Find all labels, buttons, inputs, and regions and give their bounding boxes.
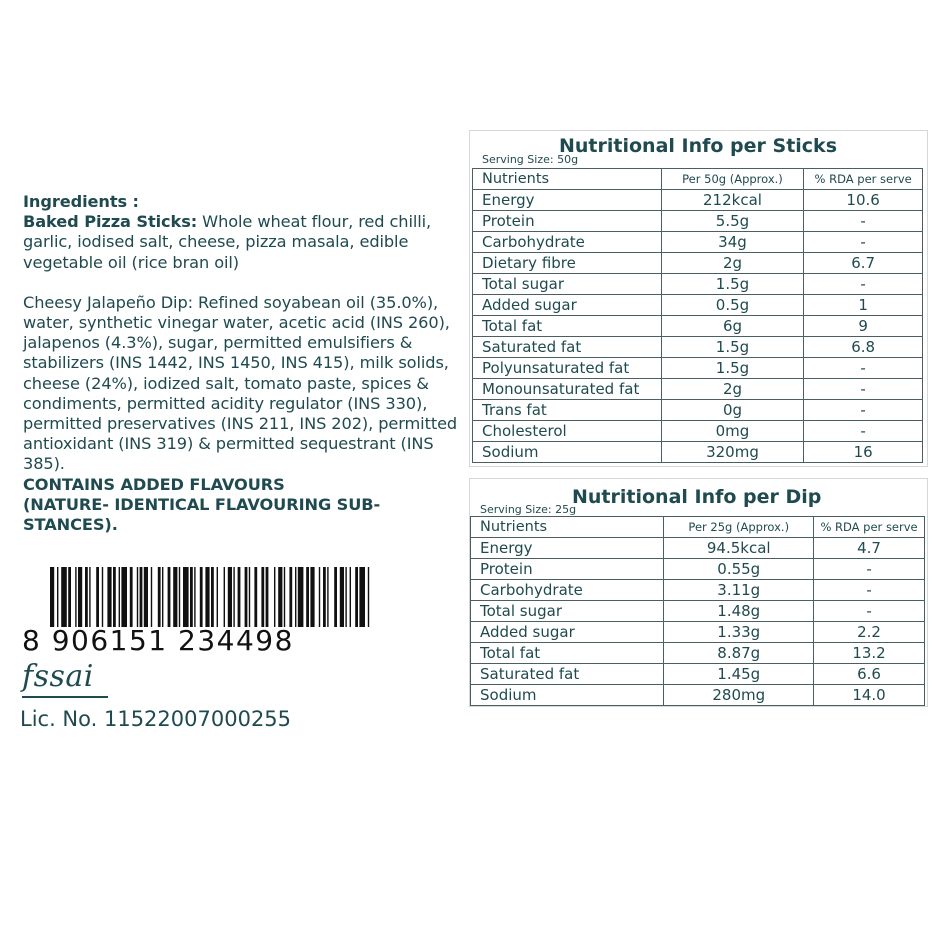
sticks-table-cell: - [804, 211, 923, 232]
sticks-table-cell: 10.6 [804, 190, 923, 211]
sticks-table-cell: 1 [804, 295, 923, 316]
dip-table-cell: - [814, 601, 925, 622]
sticks-table-row [473, 232, 923, 253]
license-number: Lic. No. 11522007000255 [20, 707, 292, 731]
sticks-table-cell: 6.7 [804, 253, 923, 274]
sticks-table-cell: Energy [473, 190, 662, 211]
dip-table-cell: 280mg [664, 685, 814, 706]
dip-table-row [471, 580, 925, 601]
dip-table-cell: 8.87g [664, 643, 814, 664]
sticks-table-cell: 320mg [661, 442, 804, 463]
sticks-table-cell: 2g [661, 253, 804, 274]
sticks-table-cell: Sodium [473, 442, 662, 463]
dip-table-cell: Added sugar [471, 622, 664, 643]
sticks-table-cell: Polyunsaturated fat [473, 358, 662, 379]
sticks-table-cell: 0mg [661, 421, 804, 442]
sticks-label: Baked Pizza Sticks: [23, 212, 198, 232]
sticks-table-cell: 6g [661, 316, 804, 337]
sticks-table-cell: Saturated fat [473, 337, 662, 358]
sticks-table-cell: Dietary fibre [473, 253, 662, 274]
dip-table-cell: Total sugar [471, 601, 664, 622]
dip-table-cell: Protein [471, 559, 664, 580]
sticks-table-row [473, 421, 923, 442]
dip-table-cell: Carbohydrate [471, 580, 664, 601]
barcode-digits: 8 906151 234498 [22, 624, 294, 657]
dip-table-cell: 1.33g [664, 622, 814, 643]
dip-table-cell: 94.5kcal [664, 538, 814, 559]
dip-table-row [471, 559, 925, 580]
dip-serving-size: Serving Size: 25g [480, 503, 577, 516]
dip-table-cell: Total fat [471, 643, 664, 664]
sticks-table-cell: 5.5g [661, 211, 804, 232]
sticks-table-row [473, 379, 923, 400]
sticks-table-row [473, 253, 923, 274]
dip-text: Refined soyabean oil (35.0%), water, synthetic vinegar water, acetic acid (INS 260), jalapenos (4.3%), sugar, permitted emulsifiers & stabilizers (INS 1442, INS 1450, INS 415), milk solids, cheese (24%), iodized salt, tomato paste, spices & condiments, permitted acidity regulator (INS 330), permitted preservatives (INS 211, INS 202), permitted antioxidant (INS 319) & permitted sequestrant (INS 385). [23, 292, 458, 474]
dip-ingredients [23, 293, 463, 475]
sticks-table-row [473, 274, 923, 295]
sticks-table-cell: 0.5g [661, 295, 804, 316]
fssai-underline [22, 696, 108, 698]
dip-table-row [471, 601, 925, 622]
sticks-table-cell: - [804, 274, 923, 295]
sticks-table-title: Nutritional Info per Sticks [559, 135, 838, 157]
dip-table-row [471, 538, 925, 559]
dip-table-cell: Sodium [471, 685, 664, 706]
sticks-table-cell: 212kcal [661, 190, 804, 211]
dip-table-cell: 2.2 [814, 622, 925, 643]
sticks-header-cell: Per 50g (Approx.) [661, 169, 804, 190]
dip-header-cell: % RDA per serve [814, 517, 925, 538]
dip-table-row [471, 685, 925, 706]
sticks-table-row [473, 211, 923, 232]
dip-table-cell: - [814, 559, 925, 580]
ingredients-block [23, 192, 463, 535]
sticks-table-cell: - [804, 358, 923, 379]
ingredients-heading: Ingredients : [23, 192, 139, 211]
dip-table-row [471, 622, 925, 643]
sticks-ingredients [23, 212, 463, 273]
sticks-table-cell: Cholesterol [473, 421, 662, 442]
dip-label: Cheesy Jalapeño Dip: [23, 292, 193, 312]
flavours-line-2: (NATURE- IDENTICAL FLAVOURING SUB- [23, 494, 381, 514]
dip-table-cell: 0.55g [664, 559, 814, 580]
sticks-nutrition-panel [469, 130, 928, 467]
sticks-table-cell: Total fat [473, 316, 662, 337]
sticks-table-cell: - [804, 379, 923, 400]
sticks-table-row [473, 295, 923, 316]
dip-table-cell: 13.2 [814, 643, 925, 664]
sticks-header-row [473, 169, 923, 190]
sticks-serving-size: Serving Size: 50g [482, 153, 579, 166]
dip-table-title: Nutritional Info per Dip [572, 486, 822, 508]
dip-table-row [471, 664, 925, 685]
sticks-table-row [473, 316, 923, 337]
dip-table-cell: Saturated fat [471, 664, 664, 685]
sticks-table-row [473, 337, 923, 358]
dip-table-cell: 1.45g [664, 664, 814, 685]
sticks-table-cell: Monounsaturated fat [473, 379, 662, 400]
sticks-table-cell: 0g [661, 400, 804, 421]
barcode [20, 567, 370, 657]
sticks-table-row [473, 358, 923, 379]
sticks-table-cell: 1.5g [661, 358, 804, 379]
dip-table-cell: 1.48g [664, 601, 814, 622]
sticks-table-cell: - [804, 400, 923, 421]
sticks-table-cell: Carbohydrate [473, 232, 662, 253]
sticks-table-cell: 1.5g [661, 274, 804, 295]
dip-header-cell: Nutrients [471, 517, 664, 538]
flavours-line-1: CONTAINS ADDED FLAVOURS [23, 474, 285, 494]
sticks-table-row [473, 190, 923, 211]
sticks-table-cell: 9 [804, 316, 923, 337]
dip-table-row [471, 643, 925, 664]
dip-table-cell: 4.7 [814, 538, 925, 559]
dip-header-row [471, 517, 925, 538]
sticks-table-cell: 1.5g [661, 337, 804, 358]
sticks-table-cell: Total sugar [473, 274, 662, 295]
dip-table-cell: 3.11g [664, 580, 814, 601]
sticks-table-cell: Protein [473, 211, 662, 232]
dip-table-cell: 6.6 [814, 664, 925, 685]
fssai-logo: fssai [22, 659, 94, 694]
sticks-nutrition-table [472, 168, 923, 463]
dip-table-cell: Energy [471, 538, 664, 559]
sticks-table-row [473, 442, 923, 463]
dip-nutrition-panel [469, 478, 928, 707]
sticks-table-cell: 16 [804, 442, 923, 463]
sticks-table-cell: 2g [661, 379, 804, 400]
sticks-table-cell: Added sugar [473, 295, 662, 316]
sticks-header-cell: % RDA per serve [804, 169, 923, 190]
flavours-line-3: STANCES). [23, 515, 118, 535]
sticks-table-cell: Trans fat [473, 400, 662, 421]
dip-nutrition-table [470, 516, 925, 706]
dip-table-cell: - [814, 580, 925, 601]
dip-table-cell: 14.0 [814, 685, 925, 706]
sticks-text: Whole wheat flour, red chilli, garlic, iodised salt, cheese, pizza masala, edible vegetable oil (rice bran oil) [23, 212, 432, 272]
sticks-table-cell: - [804, 232, 923, 253]
sticks-table-cell: - [804, 421, 923, 442]
sticks-table-row [473, 400, 923, 421]
dip-header-cell: Per 25g (Approx.) [664, 517, 814, 538]
sticks-table-cell: 6.8 [804, 337, 923, 358]
sticks-table-cell: 34g [661, 232, 804, 253]
sticks-header-cell: Nutrients [473, 169, 662, 190]
